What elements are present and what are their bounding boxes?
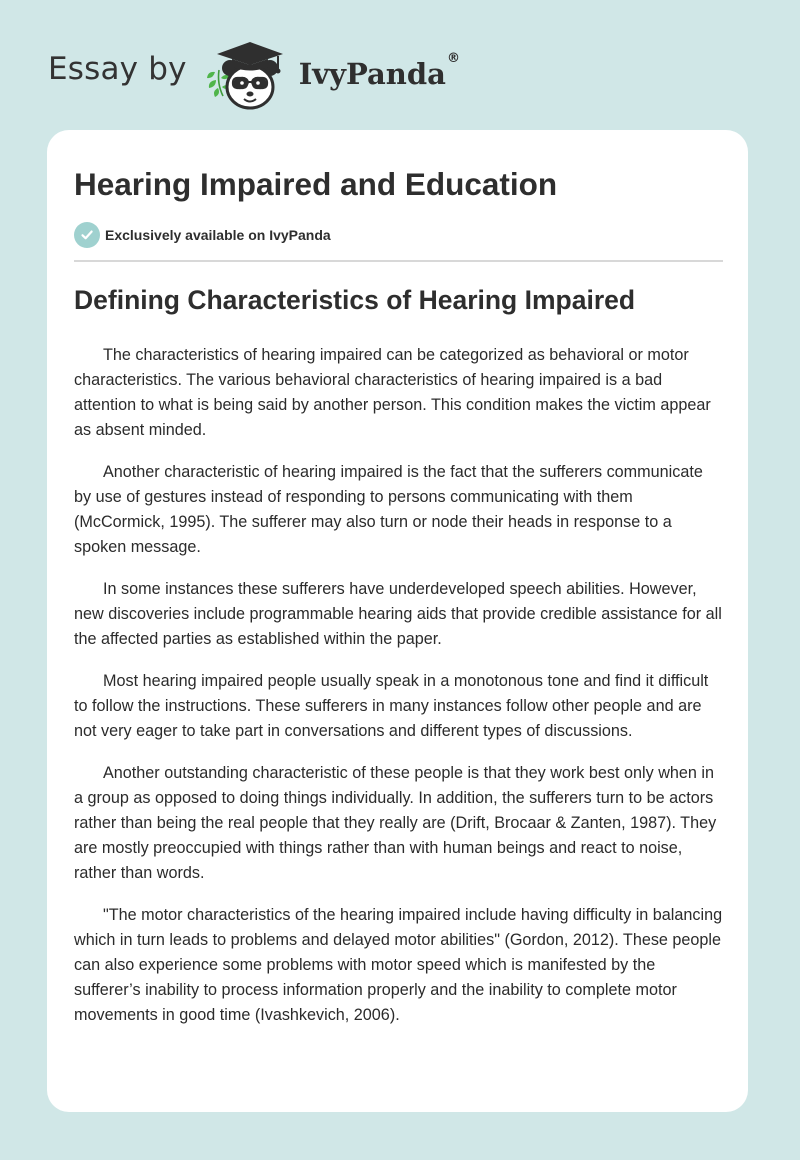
paragraph: Most hearing impaired people usually speak in a monotonous tone and find it difficult to follow the instructions. These sufferers in many instances follow other people and are not very eager to take part in conversations and different types of discussions.	[74, 672, 709, 740]
brand-prefix: Essay by	[48, 51, 187, 87]
paragraph: Another characteristic of hearing impaired is the fact that the sufferers communicate by use of gestures instead of responding to persons communicating with them (McCormick, 1995). The sufferer may also turn or node their heads in response to a spoken message.	[74, 463, 703, 556]
badge-text: Exclusively available on IvyPanda	[105, 227, 331, 243]
paragraph: Another outstanding characteristic of these people is that they work best only when in a group as opposed to doing things individually. In addition, the sufferers turn to be actors rather than being the real people that they really are (Drift, Brocaar & Zanten, 1987). They are mostly preoccupied with things rather than with human beings and react to noise, rather than words.	[74, 764, 717, 882]
section-heading: Defining Characteristics of Hearing Impaired	[74, 285, 636, 315]
essay-card	[47, 130, 748, 1112]
registered-mark: ®	[446, 51, 460, 66]
brand-name-text: IvyPanda	[298, 57, 446, 91]
ivypanda-logo-link[interactable]	[203, 32, 460, 112]
exclusive-badge	[74, 222, 331, 248]
divider	[74, 260, 723, 262]
panda-logo-icon	[203, 32, 295, 112]
brand-name	[298, 51, 460, 91]
site-header	[48, 32, 460, 112]
essay-title: Hearing Impaired and Education	[74, 166, 558, 202]
paragraph: In some instances these sufferers have underdeveloped speech abilities. However, new discoveries include programmable hearing aids that provide credible assistance for all the affected parties as established within the paper.	[74, 580, 722, 648]
paragraph: The characteristics of hearing impaired can be categorized as behavioral or motor characteristics. The various behavioral characteristics of hearing impaired is a bad attention to what is being said by another person. This condition makes the victim appear as absent minded.	[74, 346, 711, 439]
essay-body	[74, 343, 724, 1045]
paragraph: "The motor characteristics of the hearing impaired include having difficulty in balancing which in turn leads to problems and delayed motor abilities" (Gordon, 2012). These people can also experience some problems with motor speed which is manifested by the sufferer’s inability to process information properly and the inability to complete motor movements in good time (Ivashkevich, 2006).	[74, 906, 723, 1024]
check-circle-icon	[74, 222, 100, 248]
